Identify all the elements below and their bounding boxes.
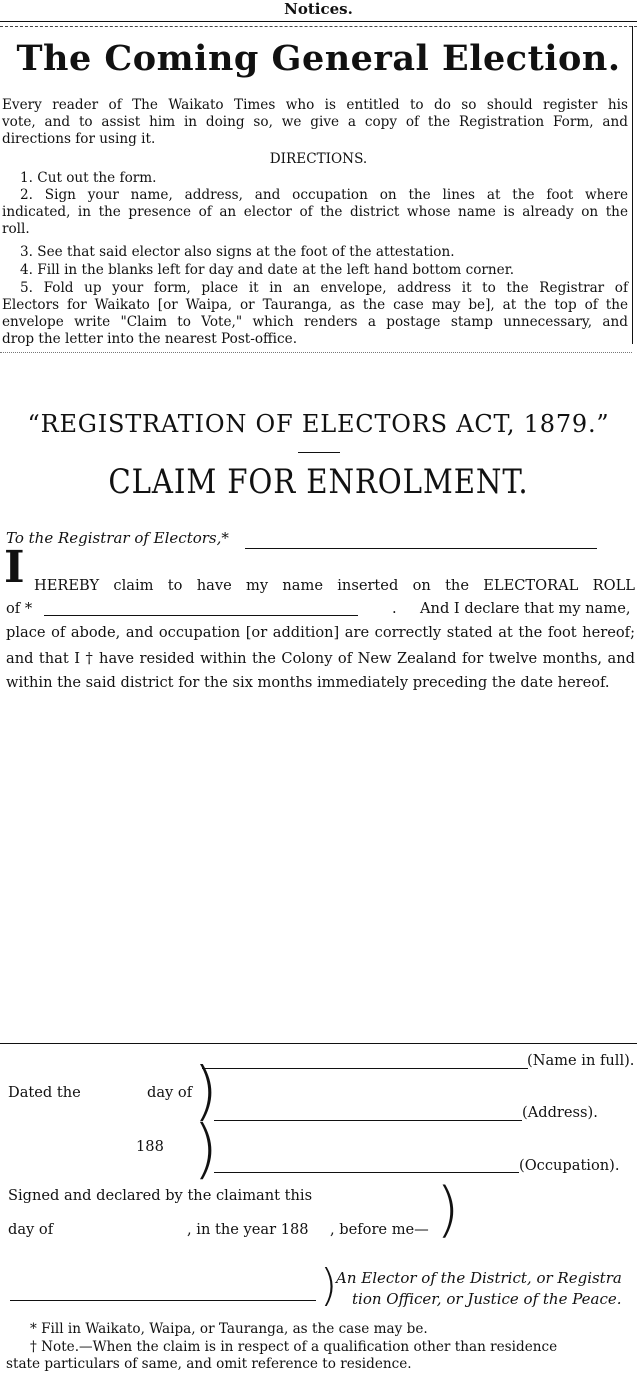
address-label: (Address).	[522, 1104, 598, 1121]
claim-line: And I declare that my name,	[420, 600, 631, 617]
direction-item: 5. Fold up your form, place it in an envelope, address it to the Registrar of	[20, 280, 628, 296]
direction-item: 4. Fill in the blanks left for day and date at the left hand bottom corner.	[20, 262, 515, 278]
claim-title: CLAIM FOR ENROLMENT.	[108, 462, 529, 502]
section-header: Notices.	[284, 0, 353, 18]
header-rule-dashed	[0, 26, 637, 27]
direction-item: Electors for Waikato [or Waipa, or Tauranga, as the case may be], at the top of the	[2, 297, 628, 313]
witness-line[interactable]	[10, 1300, 316, 1301]
to-registrar-label: To the Registrar of Electors,*	[6, 529, 229, 547]
signature-area-rule	[0, 1043, 637, 1044]
direction-item: drop the letter into the nearest Post-office.	[2, 331, 298, 347]
witness-brace: )	[320, 1260, 338, 1311]
title-divider	[298, 452, 340, 453]
signed-declared-label: Signed and declared by the claimant this	[8, 1187, 313, 1204]
day-of-label: day of	[147, 1084, 193, 1101]
footnote-2-line2: state particulars of same, and omit reference to residence.	[6, 1356, 412, 1372]
name-label: (Name in full).	[527, 1052, 635, 1069]
direction-item: 3. See that said elector also signs at the foot of the attestation.	[20, 244, 455, 260]
notice-intro-line: Every reader of The Waikato Times who is entitled to do so should register his	[2, 97, 628, 113]
day-of-2-label: day of	[8, 1221, 54, 1238]
notice-intro-line: directions for using it.	[2, 131, 156, 147]
direction-item: 2. Sign your name, address, and occupation on the lines at the foot where	[20, 187, 628, 203]
direction-item: indicated, in the presence of an elector of the district whose name is already on the	[2, 204, 628, 220]
direction-item: roll.	[2, 221, 30, 237]
footnote-1: * Fill in Waikato, Waipa, or Tauranga, as the case may be.	[30, 1321, 428, 1337]
notice-bottom-rule	[0, 352, 632, 353]
directions-heading: DIRECTIONS.	[269, 151, 368, 167]
in-the-year-label: , in the year 188	[187, 1221, 309, 1238]
direction-item: 1. Cut out the form.	[20, 170, 157, 186]
period-mark: .	[392, 600, 397, 617]
notice-title: The Coming General Election.	[16, 38, 621, 79]
witness-label-line2: tion Officer, or Justice of the Peace.	[352, 1290, 622, 1308]
occupation-label: (Occupation).	[519, 1157, 620, 1174]
header-rule	[0, 21, 637, 22]
left-brace-bottom: )	[193, 1113, 218, 1187]
footnote-2-line1: † Note.—When the claim is in respect of a qualification other than residence	[30, 1339, 558, 1355]
left-brace-top: )	[193, 1055, 218, 1129]
year-label: 188	[136, 1138, 164, 1155]
witness-label-line1: An Elector of the District, or Registra	[336, 1269, 622, 1287]
right-brace: )	[436, 1175, 460, 1245]
electoral-roll-district-line[interactable]	[44, 615, 358, 616]
notice-intro-line: vote, and to assist him in doing so, we give a copy of the Registration Form, and	[2, 114, 628, 130]
of-label: of *	[6, 600, 33, 617]
act-title: “REGISTRATION OF ELECTORS ACT, 1879.”	[27, 410, 610, 438]
claim-line: and that I † have resided within the Colony of New Zealand for twelve months, and	[6, 650, 635, 667]
claim-line: place of abode, and occupation [or addition] are correctly stated at the foot hereof;	[6, 624, 635, 641]
name-line[interactable]	[202, 1068, 528, 1069]
claim-line: within the said district for the six months immediately preceding the date hereof.	[6, 674, 610, 691]
before-me-label: , before me—	[330, 1221, 429, 1238]
address-line[interactable]	[214, 1120, 522, 1121]
registrar-line[interactable]	[245, 548, 597, 549]
dated-the-label: Dated the	[8, 1084, 81, 1101]
drop-cap: I	[4, 542, 25, 593]
direction-item: envelope write "Claim to Vote," which renders a postage stamp unnecessary, and	[2, 314, 628, 330]
occupation-line[interactable]	[214, 1172, 519, 1173]
claim-line: HEREBY claim to have my name inserted on the ELECTORAL ROLL	[34, 577, 635, 594]
